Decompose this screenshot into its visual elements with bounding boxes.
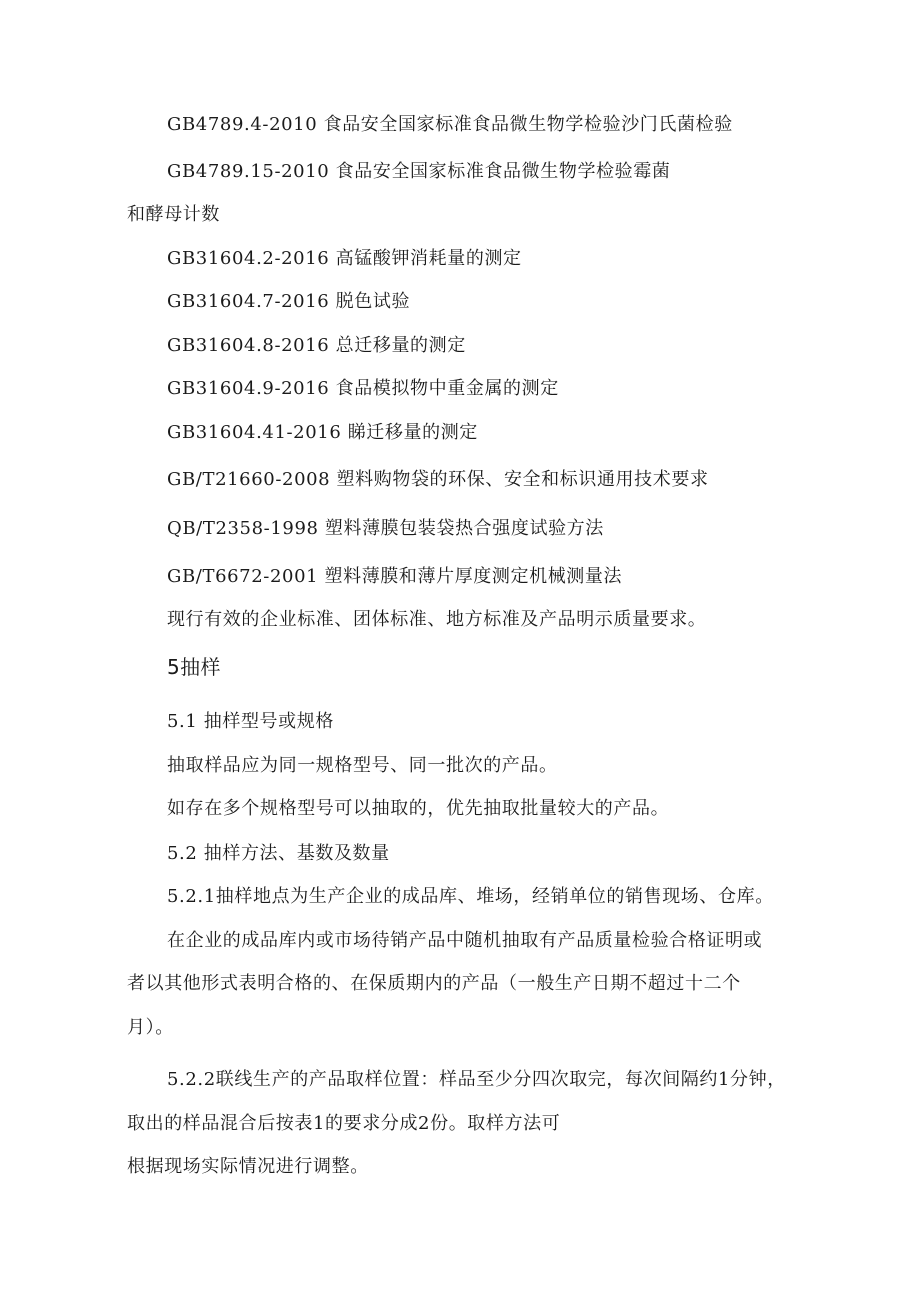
standard-reference-line: GB4789.15-2010 食品安全国家标准食品微生物学检验霉菌 [167, 161, 671, 182]
standard-reference-line: GB/T6672-2001 塑料薄膜和薄片厚度测定机械测量法 [167, 566, 623, 587]
body-text-line: 现行有效的企业标准、团体标准、地方标准及产品明示质量要求。 [167, 609, 707, 630]
standard-reference-line: GB31604.7-2016 脱色试验 [167, 291, 411, 312]
standard-reference-line: QB/T2358-1998 塑料薄膜包装袋热合强度试验方法 [167, 518, 604, 539]
body-text-line: 5.2.1抽样地点为生产企业的成品库、堆场，经销单位的销售现场、仓库。 [167, 886, 774, 907]
standard-reference-line: GB31604.41-2016 睇迁移量的测定 [167, 422, 478, 443]
standard-reference-line: GB/T21660-2008 塑料购物袋的环保、安全和标识通用技术要求 [167, 469, 709, 490]
body-text-line: 月）。 [127, 1017, 174, 1038]
subsection-heading: 5.1 抽样型号或规格 [167, 711, 334, 732]
standard-reference-line: GB4789.4-2010 食品安全国家标准食品微生物学检验沙门氏菌检验 [167, 114, 733, 135]
body-text-line: 者以其他形式表明合格的、在保质期内的产品（一般生产日期不超过十二个 [127, 973, 741, 994]
standard-reference-line: GB31604.2-2016 高锰酸钾消耗量的测定 [167, 248, 522, 269]
subsection-heading: 5.2 抽样方法、基数及数量 [167, 843, 390, 864]
standard-reference-continuation: 和酵母计数 [127, 204, 220, 225]
standard-reference-line: GB31604.8-2016 总迁移量的测定 [167, 335, 466, 356]
body-text-line: 5.2.2联线生产的产品取样位置：样品至少分四次取完，每次间隔约1分钟， [167, 1069, 786, 1090]
body-text-line: 根据现场实际情况进行调整。 [127, 1156, 369, 1177]
body-text-line: 如存在多个规格型号可以抽取的，优先抽取批量较大的产品。 [167, 798, 670, 819]
body-text-line: 抽取样品应为同一规格型号、同一批次的产品。 [167, 755, 558, 776]
section-heading: 5抽样 [167, 655, 221, 679]
body-text-line: 取出的样品混合后按表1的要求分成2份。取样方法可 [127, 1113, 561, 1134]
body-text-line: 在企业的成品库内或市场待销产品中随机抽取有产品质量检验合格证明或 [167, 930, 763, 951]
standard-reference-line: GB31604.9-2016 食品模拟物中重金属的测定 [167, 378, 559, 399]
